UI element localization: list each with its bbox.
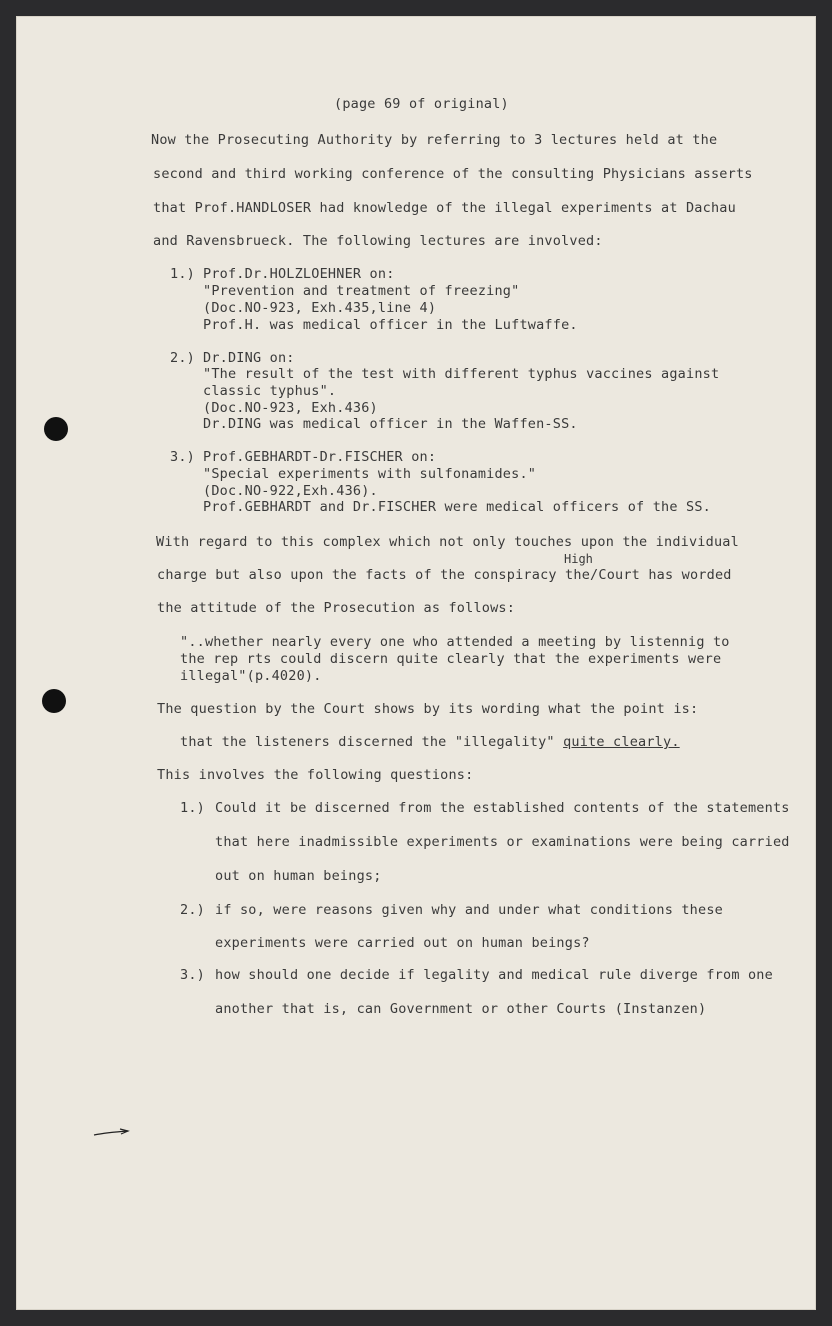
question-intro: The question by the Court shows by its wording what the point is:	[157, 701, 699, 717]
question-line: experiments were carried out on human beings?	[215, 935, 590, 951]
lecture-line: Prof.GEBHARDT-Dr.FISCHER on:	[203, 449, 437, 465]
lecture-line: (Doc.NO-922,Exh.436).	[203, 483, 378, 499]
pen-mark-icon	[92, 1128, 132, 1138]
question-line: how should one decide if legality and medical rule diverge from one	[215, 967, 773, 983]
quote-line: "..whether nearly every one who attended a meeting by listennig to	[180, 634, 730, 650]
involves-line: This involves the following questions:	[157, 767, 474, 783]
intro-line: second and third working conference of the consulting Physicians asserts	[153, 166, 753, 182]
lecture-line: "Special experiments with sulfonamides."	[203, 466, 537, 482]
lecture-line: Prof.GEBHARDT and Dr.FISCHER were medical officers of the SS.	[203, 499, 711, 515]
question-number: 3.)	[180, 967, 205, 983]
lecture-line: "Prevention and treatment of freezing"	[203, 283, 520, 299]
lecture-number: 1.)	[170, 266, 195, 282]
lecture-line: Prof.Dr.HOLZLOEHNER on:	[203, 266, 395, 282]
punch-hole-bottom	[42, 689, 66, 713]
question-line: if so, were reasons given why and under what conditions these	[215, 902, 723, 918]
page-reference: (page 69 of original)	[334, 96, 509, 112]
question-line: another that is, can Government or other Courts (Instanzen)	[215, 1001, 707, 1017]
punch-hole-top	[44, 417, 68, 441]
intro-line: that Prof.HANDLOSER had knowledge of the illegal experiments at Dachau	[153, 200, 736, 216]
question-number: 2.)	[180, 902, 205, 918]
emphasis-underlined: quite clearly.	[563, 734, 680, 750]
question-number: 1.)	[180, 800, 205, 816]
conspiracy-line: the attitude of the Prosecution as follows:	[157, 600, 516, 616]
lecture-line: (Doc.NO-923, Exh.436)	[203, 400, 378, 416]
lecture-line: Dr.DING on:	[203, 350, 295, 366]
question-line: out on human beings;	[215, 868, 382, 884]
handwritten-insert: High	[564, 552, 593, 566]
quote-line: illegal"(p.4020).	[180, 668, 322, 684]
intro-line: and Ravensbrueck. The following lectures are involved:	[153, 233, 603, 249]
lecture-line: Dr.DING was medical officer in the Waffen-SS.	[203, 416, 578, 432]
lecture-line: Prof.H. was medical officer in the Luftwaffe.	[203, 317, 578, 333]
intro-line: Now the Prosecuting Authority by referring to 3 lectures held at the	[151, 132, 718, 148]
lecture-number: 2.)	[170, 350, 195, 366]
lecture-number: 3.)	[170, 449, 195, 465]
quote-line: the rep rts could discern quite clearly that the experiments were	[180, 651, 722, 667]
lecture-line: (Doc.NO-923, Exh.435,line 4)	[203, 300, 437, 316]
conspiracy-line: charge but also upon the facts of the conspiracy the/Court has worded	[157, 567, 732, 583]
question-line: that here inadmissible experiments or examinations were being carried	[215, 834, 790, 850]
conspiracy-line: With regard to this complex which not only touches upon the individual	[156, 534, 739, 550]
question-line: Could it be discerned from the established contents of the statements	[215, 800, 790, 816]
lecture-line: classic typhus".	[203, 383, 337, 399]
listeners-line	[180, 734, 680, 750]
listeners-text: that the listeners discerned the "illegality"	[180, 734, 564, 750]
lecture-line: "The result of the test with different typhus vaccines against	[203, 366, 720, 382]
